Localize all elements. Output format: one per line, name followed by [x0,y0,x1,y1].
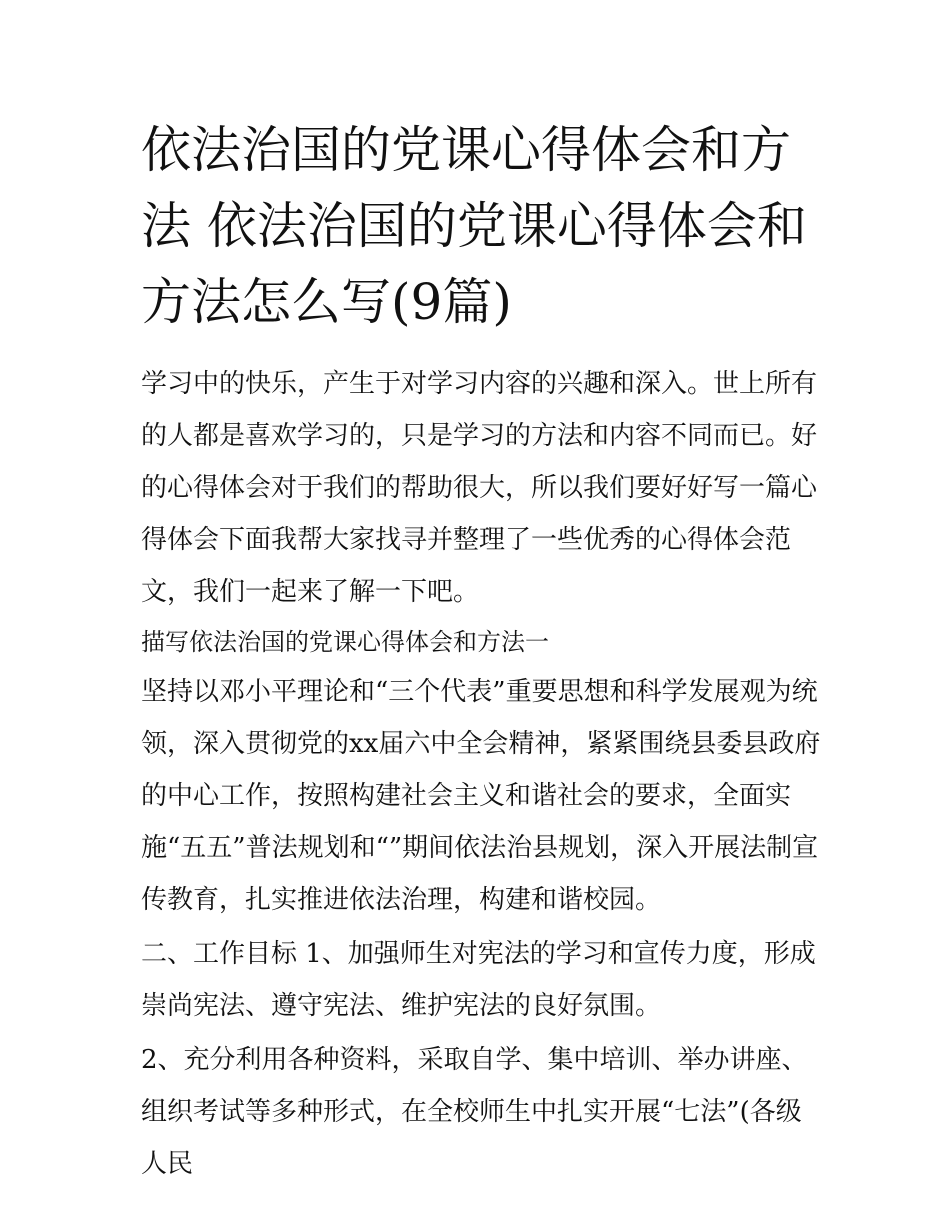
intro-paragraph: 学习中的快乐，产生于对学习内容的兴趣和深入。世上所有的人都是喜欢学习的，只是学习的方法和内容不同而已。好的心得体会对于我们的帮助很大，所以我们要好好写一篇心得体会下面我帮大家找寻并整理了一些优秀的心得体会范文，我们一起来了解一下吧。 [141,369,818,607]
document-title: 依法治国的党课心得体会和方法 依法治国的党课心得体会和方法怎么写(9篇) [141,121,807,331]
paragraph-2: 二、工作目标 1、加强师生对宪法的学习和宣传力度，形成崇尚宪法、遵守宪法、维护宪法的良好氛围。 [141,939,816,1021]
paragraph-3: 2、充分利用各种资料，采取自学、集中培训、举办讲座、组织考试等多种形式，在全校师生中扎实开展“七法”(各级人民 [141,1045,808,1179]
section-heading: 描写依法治国的党课心得体会和方法一 [141,628,549,656]
document-body [141,358,821,1190]
document-content [141,112,821,1190]
paragraph-1: 坚持以邓小平理论和“三个代表”重要思想和科学发展观为统领，深入贯彻党的xx届六中全会精神，紧紧围绕县委县政府的中心工作，按照构建社会主义和谐社会的要求，全面实施“五五”普法规划和“”期间依法治县规划，深入开展法制宣传教育，扎实推进依法治理，构建和谐校园。 [141,677,821,915]
